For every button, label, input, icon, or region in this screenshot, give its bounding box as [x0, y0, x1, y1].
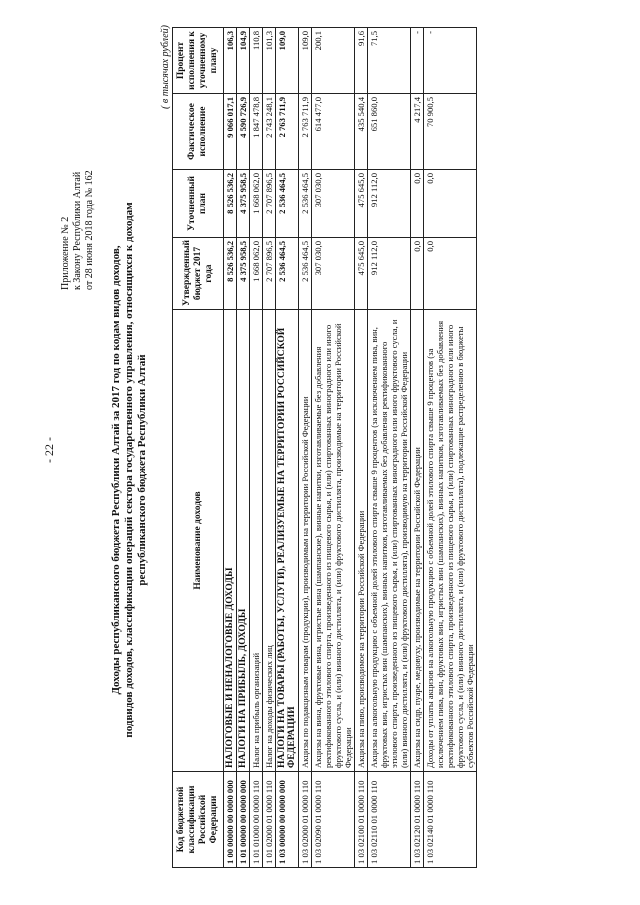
cell-refined: 0,0 [424, 170, 477, 238]
cell-name: Налог на доходы физических лиц [263, 310, 276, 772]
table-row [355, 28, 368, 868]
cell-refined: 8 526 536,2 [224, 170, 237, 238]
cell-code: 1 03 02090 01 0000 110 [312, 772, 355, 868]
cell-approved: 8 526 536,2 [224, 238, 237, 310]
cell-code: 1 03 02000 01 0000 110 [299, 772, 312, 868]
cell-refined: 2 536 464,5 [276, 170, 299, 238]
revenue-table [172, 27, 477, 868]
cell-approved: 2 707 896,5 [263, 238, 276, 310]
cell-approved: 0,0 [411, 238, 424, 310]
cell-percent: 91,6 [355, 28, 368, 94]
cell-percent: 104,9 [237, 28, 250, 94]
table-row [411, 28, 424, 868]
cell-name: НАЛОГИ НА ТОВАРЫ (РАБОТЫ, УСЛУГИ), РЕАЛИЗУЕМЫЕ НА ТЕРРИТОРИИ РОССИЙСКОЙ ФЕДЕРАЦИИ [276, 310, 299, 772]
cell-refined: 4 375 958,5 [237, 170, 250, 238]
table-row [368, 28, 411, 868]
rotated-content [42, 20, 610, 880]
cell-approved: 4 375 958,5 [237, 238, 250, 310]
cell-refined: 2 707 896,5 [263, 170, 276, 238]
cell-refined: 1 668 062,0 [250, 170, 263, 238]
appendix-line-3: от 28 июня 2018 года № 162 [84, 170, 95, 290]
page-number: - 22 - [42, 437, 56, 463]
cell-approved: 307 030,0 [312, 238, 355, 310]
table-row [263, 28, 276, 868]
cell-code: 1 03 00000 00 0000 000 [276, 772, 299, 868]
appendix-line-2: к Закону Республики Алтай [72, 171, 83, 290]
table-row [299, 28, 312, 868]
cell-percent: 200,1 [312, 28, 355, 94]
cell-percent: 109,0 [276, 28, 299, 94]
cell-name: Акцизы на вина, фруктовые вина, игристые вина (шампанские), винные напитки, изготавливаемые без добавления ректификованного этилового спирта, произведенного из пищевого сырья, и (или) спиртованных виноградного или иного фруктового сусла, и (или) винного дистиллята, и (или) фруктового дистиллята, производимые на территории Российской Федерации [312, 310, 355, 772]
cell-approved: 1 668 062,0 [250, 238, 263, 310]
cell-percent: 71,5 [368, 28, 411, 94]
cell-actual: 651 860,0 [368, 94, 411, 170]
header-percent: Процент исполнения к уточненному плану [173, 28, 224, 94]
table-row [224, 28, 237, 868]
cell-actual: 2 763 711,9 [299, 94, 312, 170]
cell-code: 1 00 00000 00 0000 000 [224, 772, 237, 868]
cell-name: НАЛОГОВЫЕ И НЕНАЛОГОВЫЕ ДОХОДЫ [224, 310, 237, 772]
cell-refined: 912 112,0 [368, 170, 411, 238]
cell-approved: 2 536 464,5 [276, 238, 299, 310]
cell-actual: 435 540,4 [355, 94, 368, 170]
table-body [224, 28, 477, 868]
cell-actual: 4 217,4 [411, 94, 424, 170]
cell-approved: 0,0 [424, 238, 477, 310]
cell-name: Акцизы на алкогольную продукцию с объемной долей этилового спирта свыше 9 процентов (за исключением пива, вин, фруктовых вин, игристых вин (шампанских), винных напитков, изготавливаемых без добавления ректификованного этилового спирта, произведенного из пищевого сырья, и (или) спиртованных виноградного или иного фруктового сусла, и (или) винного дистиллята, и (или) фруктового дистиллята), производимую на территории Российской Федерации [368, 310, 411, 772]
cell-percent: 101,3 [263, 28, 276, 94]
title-line-1: Доходы республиканского бюджета Республики Алтай за 2017 год по кодам видов доходов, [110, 245, 122, 695]
appendix-note [60, 80, 96, 290]
table-header-row [173, 28, 224, 868]
cell-actual: 9 066 017,1 [224, 94, 237, 170]
cell-percent: 110,8 [250, 28, 263, 94]
header-actual: Фактическое исполнение [173, 94, 224, 170]
cell-refined: 0,0 [411, 170, 424, 238]
cell-code: 1 03 02140 01 0000 110 [424, 772, 477, 868]
cell-code: 1 03 02110 01 0000 110 [368, 772, 411, 868]
table-row [237, 28, 250, 868]
cell-code: 1 01 01000 00 0000 110 [250, 772, 263, 868]
units-note: ( в тысячах рублей) [160, 25, 171, 109]
table-row [312, 28, 355, 868]
header-name: Наименование доходов [173, 310, 224, 772]
cell-code: 1 03 02120 01 0000 110 [411, 772, 424, 868]
table-row [424, 28, 477, 868]
cell-name: Доходы от уплаты акцизов на алкогольную продукцию с объемной долей этилового спирта свыше 9 процентов (за исключением пива, вин, фруктовых вин, игристых вин (шампанских), винных напитков, изготавливаемых без добавления ректификованного этилового спирта, произведенного из пищевого сырья, и (или) спиртованных виноградного или иного фруктового сусла, и (или) винного дистиллята, и (или) фруктового дистиллята), подлежащие распределению в бюджеты субъектов Российской Федерации [424, 310, 477, 772]
cell-actual: 2 743 248,1 [263, 94, 276, 170]
cell-refined: 307 030,0 [312, 170, 355, 238]
cell-code: 1 03 02100 01 0000 110 [355, 772, 368, 868]
cell-name: Акцизы на пиво, производимое на территории Российской Федерации [355, 310, 368, 772]
table-row [276, 28, 299, 868]
header-refined: Уточненный план [173, 170, 224, 238]
cell-percent: - [424, 28, 477, 94]
title-line-3: республиканского бюджета Республики Алтай [136, 354, 148, 586]
cell-code: 1 01 02000 01 0000 110 [263, 772, 276, 868]
cell-percent: 106,3 [224, 28, 237, 94]
cell-name: Налог на прибыль организаций [250, 310, 263, 772]
cell-refined: 2 536 464,5 [299, 170, 312, 238]
appendix-line-1: Приложение № 2 [60, 216, 71, 290]
cell-percent: - [411, 28, 424, 94]
cell-actual: 1 847 478,8 [250, 94, 263, 170]
document-title [110, 120, 149, 820]
cell-actual: 4 590 726,9 [237, 94, 250, 170]
cell-approved: 475 645,0 [355, 238, 368, 310]
cell-actual: 614 477,0 [312, 94, 355, 170]
cell-approved: 2 536 464,5 [299, 238, 312, 310]
cell-actual: 70 900,5 [424, 94, 477, 170]
cell-name: Акцизы по подакцизным товарам (продукции), производимым на территории Российской Федерации [299, 310, 312, 772]
cell-name: Акцизы на сидр, пуаре, медовуху, производимые на территории Российской Федерации [411, 310, 424, 772]
title-line-2: подвидов доходов, классификации операций сектора государственного управления, относящихся к доходам [123, 202, 135, 738]
cell-approved: 912 112,0 [368, 238, 411, 310]
cell-actual: 2 763 711,9 [276, 94, 299, 170]
cell-code: 1 01 00000 00 0000 000 [237, 772, 250, 868]
cell-name: НАЛОГИ НА ПРИБЫЛЬ, ДОХОДЫ [237, 310, 250, 772]
cell-percent: 109,0 [299, 28, 312, 94]
table-row [250, 28, 263, 868]
header-code: Код бюджетной классификации Российской Федерации [173, 772, 224, 868]
cell-refined: 475 645,0 [355, 170, 368, 238]
header-approved: Утвержденный бюджет 2017 года [173, 238, 224, 310]
